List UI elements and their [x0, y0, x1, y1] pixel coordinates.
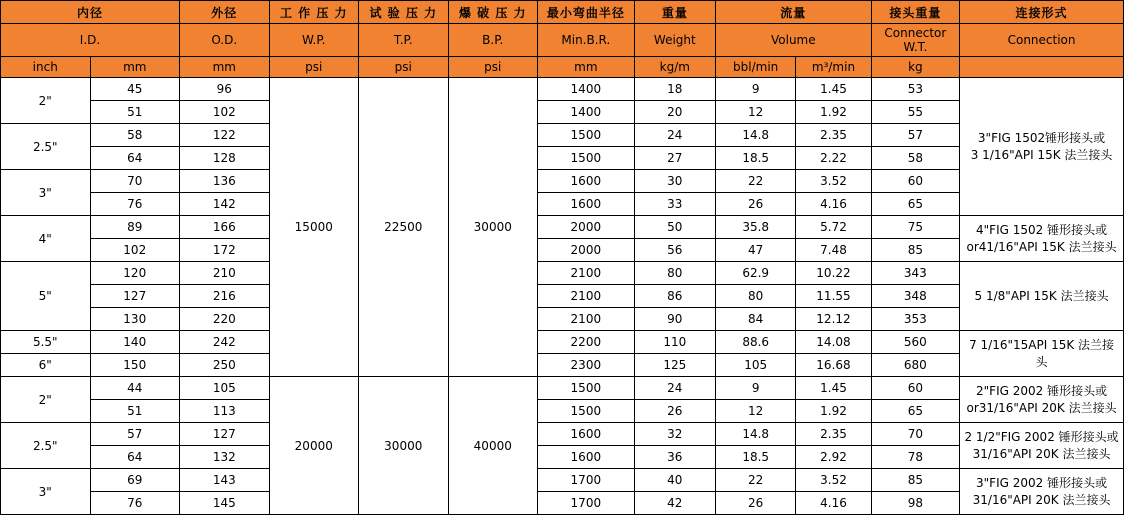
weight-cell: 80 — [634, 262, 715, 285]
table-row — [1, 423, 1124, 446]
unit-volume-m3: m³/min — [796, 57, 871, 78]
volume-m3-cell: 14.08 — [796, 331, 871, 354]
connection-line: 3 1/16"API 15K 法兰接头 — [970, 147, 1113, 162]
id-mm-cell: 64 — [90, 446, 180, 469]
volume-m3-cell: 5.72 — [796, 216, 871, 239]
inch-size-cell: 2.5" — [1, 124, 91, 170]
weight-cell: 26 — [634, 400, 715, 423]
volume-m3-cell: 7.48 — [796, 239, 871, 262]
inch-size-cell: 3" — [1, 469, 91, 515]
volume-m3-cell: 3.52 — [796, 170, 871, 193]
header-cn-weight: 重量 — [634, 1, 715, 24]
id-mm-cell: 127 — [90, 285, 180, 308]
header-cn-connector-wt: 接头重量 — [871, 1, 959, 24]
min-bend-radius-cell: 1400 — [538, 101, 635, 124]
volume-m3-cell: 2.35 — [796, 124, 871, 147]
connection-cell — [960, 262, 1124, 331]
inch-size-cell: 6" — [1, 354, 91, 377]
connection-line: or31/16"API 20K 法兰接头 — [966, 400, 1117, 415]
od-mm-cell: 166 — [180, 216, 270, 239]
unit-tp-psi: psi — [359, 57, 449, 78]
min-bend-radius-cell: 2300 — [538, 354, 635, 377]
unit-connector-kg: kg — [871, 57, 959, 78]
inch-size-cell: 2" — [1, 78, 91, 124]
volume-m3-cell: 16.68 — [796, 354, 871, 377]
od-mm-cell: 127 — [180, 423, 270, 446]
table-row — [1, 492, 1124, 515]
inch-size-cell: 2" — [1, 377, 91, 423]
connection-line: 2"FIG 2002 锤形接头或 — [976, 383, 1108, 398]
connector-weight-cell: 70 — [871, 423, 959, 446]
header-en-od: O.D. — [180, 24, 270, 57]
header-en-volume: Volume — [716, 24, 872, 57]
id-mm-cell: 150 — [90, 354, 180, 377]
unit-id-mm: mm — [90, 57, 180, 78]
id-mm-cell: 76 — [90, 492, 180, 515]
table-row — [1, 124, 1124, 147]
volume-m3-cell: 2.35 — [796, 423, 871, 446]
working-pressure-cell: 20000 — [269, 377, 359, 515]
table-row — [1, 193, 1124, 216]
header-row-english — [1, 24, 1124, 57]
od-mm-cell: 145 — [180, 492, 270, 515]
weight-cell: 32 — [634, 423, 715, 446]
unit-weight-kgm: kg/m — [634, 57, 715, 78]
volume-bbl-cell: 22 — [716, 170, 796, 193]
connector-weight-cell: 65 — [871, 400, 959, 423]
volume-m3-cell: 1.92 — [796, 101, 871, 124]
connector-weight-cell: 353 — [871, 308, 959, 331]
connector-weight-cell: 58 — [871, 147, 959, 170]
header-en-connection: Connection — [960, 24, 1124, 57]
min-bend-radius-cell: 2200 — [538, 331, 635, 354]
working-pressure-cell: 15000 — [269, 78, 359, 377]
weight-cell: 27 — [634, 147, 715, 170]
volume-bbl-cell: 9 — [716, 78, 796, 101]
header-row-units — [1, 57, 1124, 78]
volume-bbl-cell: 47 — [716, 239, 796, 262]
weight-cell: 42 — [634, 492, 715, 515]
header-cn-mbr: 最小弯曲半径 — [538, 1, 635, 24]
od-mm-cell: 250 — [180, 354, 270, 377]
od-mm-cell: 172 — [180, 239, 270, 262]
volume-m3-cell: 4.16 — [796, 193, 871, 216]
volume-bbl-cell: 9 — [716, 377, 796, 400]
min-bend-radius-cell: 1500 — [538, 400, 635, 423]
table-row — [1, 446, 1124, 469]
header-cn-wp: 工 作 压 力 — [269, 1, 359, 24]
id-mm-cell: 130 — [90, 308, 180, 331]
header-cn-id: 内径 — [1, 1, 180, 24]
volume-bbl-cell: 14.8 — [716, 124, 796, 147]
id-mm-cell: 45 — [90, 78, 180, 101]
table-row — [1, 78, 1124, 101]
connection-cell — [960, 377, 1124, 423]
connector-weight-cell: 65 — [871, 193, 959, 216]
header-cn-connection: 连接形式 — [960, 1, 1124, 24]
inch-size-cell: 5" — [1, 262, 91, 331]
id-mm-cell: 69 — [90, 469, 180, 492]
id-mm-cell: 57 — [90, 423, 180, 446]
volume-bbl-cell: 88.6 — [716, 331, 796, 354]
inch-size-cell: 3" — [1, 170, 91, 216]
od-mm-cell: 142 — [180, 193, 270, 216]
table-row — [1, 331, 1124, 354]
weight-cell: 86 — [634, 285, 715, 308]
od-mm-cell: 128 — [180, 147, 270, 170]
id-mm-cell: 51 — [90, 400, 180, 423]
id-mm-cell: 76 — [90, 193, 180, 216]
volume-bbl-cell: 12 — [716, 400, 796, 423]
header-en-wp: W.P. — [269, 24, 359, 57]
weight-cell: 33 — [634, 193, 715, 216]
test-pressure-cell: 30000 — [359, 377, 449, 515]
volume-m3-cell: 12.12 — [796, 308, 871, 331]
volume-m3-cell: 1.92 — [796, 400, 871, 423]
min-bend-radius-cell: 1600 — [538, 446, 635, 469]
unit-bp-psi: psi — [448, 57, 538, 78]
header-en-connector-wt-line1: Connector — [884, 26, 947, 40]
weight-cell: 125 — [634, 354, 715, 377]
min-bend-radius-cell: 1500 — [538, 124, 635, 147]
volume-bbl-cell: 18.5 — [716, 446, 796, 469]
header-cn-tp: 试 验 压 力 — [359, 1, 449, 24]
table-row — [1, 400, 1124, 423]
header-en-weight: Weight — [634, 24, 715, 57]
header-en-bp: B.P. — [448, 24, 538, 57]
connection-line: or41/16"API 15K 法兰接头 — [966, 239, 1117, 254]
unit-wp-psi: psi — [269, 57, 359, 78]
od-mm-cell: 96 — [180, 78, 270, 101]
connector-weight-cell: 98 — [871, 492, 959, 515]
header-cn-volume: 流量 — [716, 1, 872, 24]
burst-pressure-cell: 40000 — [448, 377, 538, 515]
volume-bbl-cell: 62.9 — [716, 262, 796, 285]
table-row — [1, 239, 1124, 262]
connection-cell — [960, 78, 1124, 216]
connection-line: 3"FIG 2002 锤形接头或 — [976, 475, 1108, 490]
od-mm-cell: 216 — [180, 285, 270, 308]
od-mm-cell: 102 — [180, 101, 270, 124]
id-mm-cell: 58 — [90, 124, 180, 147]
min-bend-radius-cell: 1700 — [538, 492, 635, 515]
connector-weight-cell: 85 — [871, 239, 959, 262]
weight-cell: 18 — [634, 78, 715, 101]
min-bend-radius-cell: 1500 — [538, 147, 635, 170]
connector-weight-cell: 57 — [871, 124, 959, 147]
table-row — [1, 170, 1124, 193]
connection-line: 3"FIG 1502锤形接头或 — [977, 130, 1106, 145]
header-en-connector-wt-line2: W.T. — [903, 40, 928, 54]
id-mm-cell: 140 — [90, 331, 180, 354]
table-row — [1, 101, 1124, 124]
connector-weight-cell: 348 — [871, 285, 959, 308]
connector-weight-cell: 55 — [871, 101, 959, 124]
table-row — [1, 216, 1124, 239]
table-row — [1, 354, 1124, 377]
connection-line: 头 — [1035, 354, 1048, 369]
min-bend-radius-cell: 2000 — [538, 216, 635, 239]
connection-line: 5 1/8"API 15K 法兰接头 — [974, 288, 1109, 303]
inch-size-cell: 4" — [1, 216, 91, 262]
id-mm-cell: 102 — [90, 239, 180, 262]
min-bend-radius-cell: 2100 — [538, 285, 635, 308]
weight-cell: 50 — [634, 216, 715, 239]
volume-m3-cell: 1.45 — [796, 377, 871, 400]
id-mm-cell: 64 — [90, 147, 180, 170]
inch-size-cell: 5.5" — [1, 331, 91, 354]
weight-cell: 24 — [634, 377, 715, 400]
header-en-connector-wt — [871, 24, 959, 57]
min-bend-radius-cell: 1600 — [538, 170, 635, 193]
weight-cell: 56 — [634, 239, 715, 262]
table-row — [1, 377, 1124, 400]
od-mm-cell: 242 — [180, 331, 270, 354]
connector-weight-cell: 85 — [871, 469, 959, 492]
volume-bbl-cell: 84 — [716, 308, 796, 331]
test-pressure-cell: 22500 — [359, 78, 449, 377]
od-mm-cell: 143 — [180, 469, 270, 492]
unit-inch: inch — [1, 57, 91, 78]
inch-size-cell: 2.5" — [1, 423, 91, 469]
connection-line: 4"FIG 1502 锤形接头或 — [976, 222, 1108, 237]
weight-cell: 110 — [634, 331, 715, 354]
header-en-id: I.D. — [1, 24, 180, 57]
connector-weight-cell: 60 — [871, 377, 959, 400]
connection-cell — [960, 216, 1124, 262]
connector-weight-cell: 53 — [871, 78, 959, 101]
volume-m3-cell: 4.16 — [796, 492, 871, 515]
volume-m3-cell: 1.45 — [796, 78, 871, 101]
weight-cell: 30 — [634, 170, 715, 193]
volume-m3-cell: 2.92 — [796, 446, 871, 469]
connection-line: 7 1/16"15API 15K 法兰接 — [969, 337, 1115, 352]
volume-bbl-cell: 12 — [716, 101, 796, 124]
header-en-tp: T.P. — [359, 24, 449, 57]
burst-pressure-cell: 30000 — [448, 78, 538, 377]
min-bend-radius-cell: 2100 — [538, 308, 635, 331]
table-row — [1, 308, 1124, 331]
volume-bbl-cell: 22 — [716, 469, 796, 492]
volume-m3-cell: 2.22 — [796, 147, 871, 170]
volume-bbl-cell: 18.5 — [716, 147, 796, 170]
weight-cell: 40 — [634, 469, 715, 492]
connection-cell — [960, 469, 1124, 515]
min-bend-radius-cell: 2000 — [538, 239, 635, 262]
id-mm-cell: 120 — [90, 262, 180, 285]
min-bend-radius-cell: 1600 — [538, 193, 635, 216]
od-mm-cell: 220 — [180, 308, 270, 331]
id-mm-cell: 51 — [90, 101, 180, 124]
weight-cell: 24 — [634, 124, 715, 147]
table-row — [1, 285, 1124, 308]
weight-cell: 90 — [634, 308, 715, 331]
connector-weight-cell: 560 — [871, 331, 959, 354]
connection-line: 31/16"API 20K 法兰接头 — [972, 492, 1111, 507]
connector-weight-cell: 60 — [871, 170, 959, 193]
volume-bbl-cell: 35.8 — [716, 216, 796, 239]
id-mm-cell: 89 — [90, 216, 180, 239]
min-bend-radius-cell: 1700 — [538, 469, 635, 492]
header-row-chinese — [1, 1, 1124, 24]
min-bend-radius-cell: 1600 — [538, 423, 635, 446]
volume-bbl-cell: 80 — [716, 285, 796, 308]
min-bend-radius-cell: 1400 — [538, 78, 635, 101]
connection-cell — [960, 423, 1124, 469]
table-row — [1, 262, 1124, 285]
od-mm-cell: 136 — [180, 170, 270, 193]
connector-weight-cell: 680 — [871, 354, 959, 377]
volume-m3-cell: 11.55 — [796, 285, 871, 308]
volume-bbl-cell: 14.8 — [716, 423, 796, 446]
id-mm-cell: 44 — [90, 377, 180, 400]
id-mm-cell: 70 — [90, 170, 180, 193]
od-mm-cell: 210 — [180, 262, 270, 285]
od-mm-cell: 113 — [180, 400, 270, 423]
unit-connection-blank — [960, 57, 1124, 78]
weight-cell: 36 — [634, 446, 715, 469]
od-mm-cell: 105 — [180, 377, 270, 400]
volume-m3-cell: 10.22 — [796, 262, 871, 285]
table-row — [1, 469, 1124, 492]
unit-volume-bbl: bbl/min — [716, 57, 796, 78]
connector-weight-cell: 343 — [871, 262, 959, 285]
volume-bbl-cell: 105 — [716, 354, 796, 377]
table-row — [1, 147, 1124, 170]
weight-cell: 20 — [634, 101, 715, 124]
od-mm-cell: 132 — [180, 446, 270, 469]
unit-od-mm: mm — [180, 57, 270, 78]
connection-cell — [960, 331, 1124, 377]
unit-mbr-mm: mm — [538, 57, 635, 78]
volume-bbl-cell: 26 — [716, 193, 796, 216]
volume-m3-cell: 3.52 — [796, 469, 871, 492]
header-en-mbr: Min.B.R. — [538, 24, 635, 57]
header-cn-bp: 爆 破 压 力 — [448, 1, 538, 24]
min-bend-radius-cell: 1500 — [538, 377, 635, 400]
volume-bbl-cell: 26 — [716, 492, 796, 515]
connection-line: 31/16"API 20K 法兰接头 — [972, 446, 1111, 461]
connector-weight-cell: 75 — [871, 216, 959, 239]
header-cn-od: 外径 — [180, 1, 270, 24]
min-bend-radius-cell: 2100 — [538, 262, 635, 285]
od-mm-cell: 122 — [180, 124, 270, 147]
connection-line: 2 1/2"FIG 2002 锤形接头或 — [964, 429, 1119, 444]
connector-weight-cell: 78 — [871, 446, 959, 469]
